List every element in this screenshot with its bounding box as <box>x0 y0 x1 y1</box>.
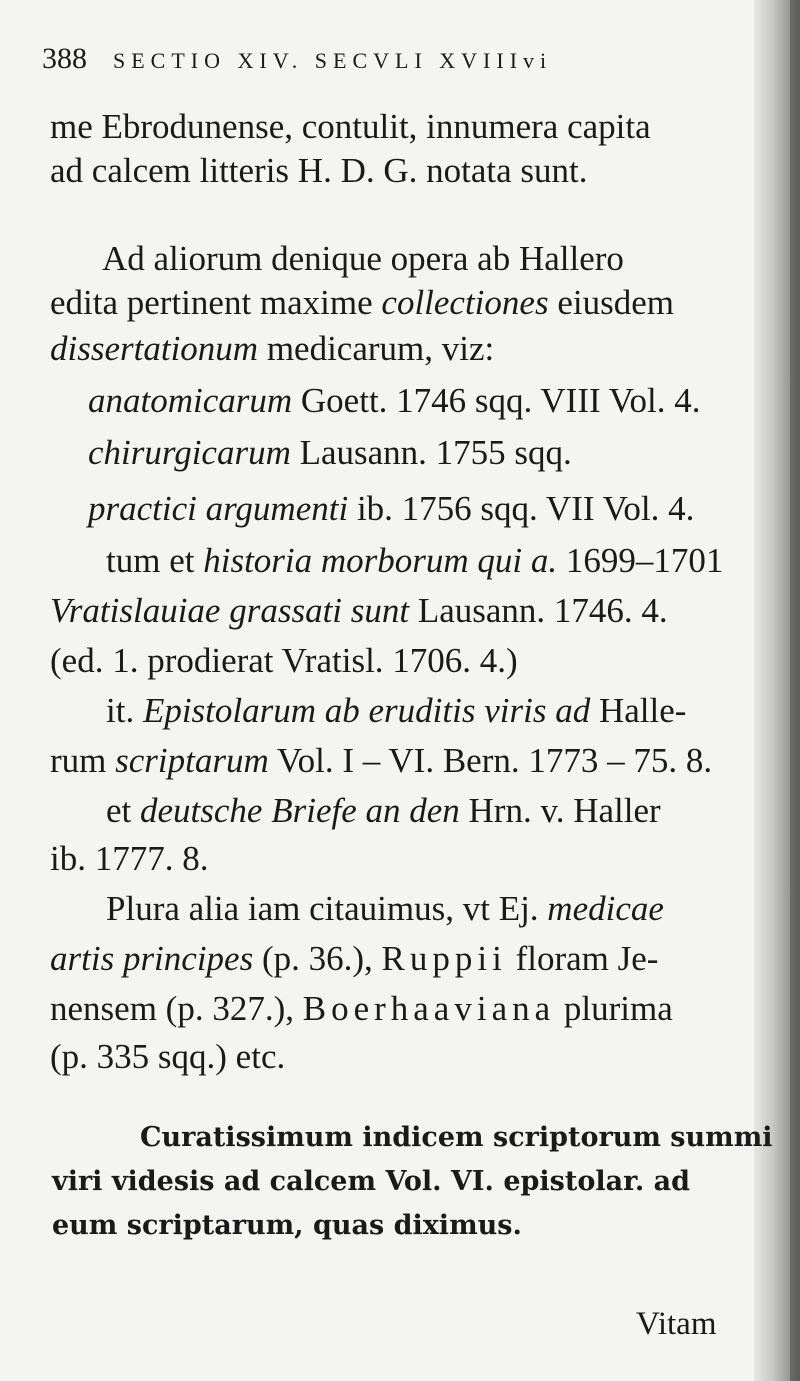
running-title: SECTIO XIV. SECVLI XVIIIvi <box>113 48 553 73</box>
italic-span: dissertationum <box>50 329 259 368</box>
text-line-12 <box>106 690 686 732</box>
text-line-19: (p. 335 sqq.) etc. <box>50 1037 286 1076</box>
text-span: ib. 1756 sqq. VII Vol. 4. <box>356 489 695 528</box>
text-line-1: me Ebrodunense, contulit, innumera capita <box>50 107 651 146</box>
text-line-5 <box>50 328 494 370</box>
italic-span: deutsche Briefe an den <box>140 791 460 830</box>
text-span: (p. 36.), <box>261 939 373 978</box>
italic-span: Vratislauiae grassati sunt <box>50 591 410 630</box>
page-edge-dark <box>790 0 800 1381</box>
footnote-line-1: Curatissimum indicem scriptorum summi <box>140 1122 773 1153</box>
italic-span: historia morborum qui a. <box>203 541 558 580</box>
italic-span: scriptarum <box>115 741 269 780</box>
text-span: edita pertinent maxime <box>50 283 373 322</box>
italic-span: practici argumenti <box>88 489 349 528</box>
text-span: Halle- <box>598 691 687 730</box>
text-span: Lausann. 1746. 4. <box>417 591 668 630</box>
text-line-7 <box>88 432 572 474</box>
text-span: Hrn. v. Haller <box>468 791 661 830</box>
page-number: 388 <box>42 42 87 75</box>
text-span: Vol. I – VI. Bern. 1773 – 75. 8. <box>276 741 713 780</box>
text-line-4 <box>50 282 674 324</box>
text-line-6 <box>88 380 701 422</box>
text-line-3: Ad aliorum denique opera ab Hallero <box>102 239 624 278</box>
text-line-2: ad calcem litteris H. D. G. notata sunt. <box>50 151 588 190</box>
text-line-8 <box>88 488 694 530</box>
text-span: floram Je- <box>515 939 659 978</box>
text-span: rum <box>50 741 107 780</box>
italic-span: collectiones <box>381 283 549 322</box>
text-span: Plura alia iam citauimus, vt Ej. <box>106 889 539 928</box>
italic-span: chirurgicarum <box>88 433 291 472</box>
running-header <box>42 42 552 78</box>
text-span: 1699–1701 <box>565 541 724 580</box>
spaced-span: Boerhaaviana <box>302 989 556 1028</box>
text-line-11: (ed. 1. prodierat Vratisl. 1706. 4.) <box>50 641 518 680</box>
text-line-16 <box>106 888 664 930</box>
text-line-15: ib. 1777. 8. <box>50 839 209 878</box>
text-line-9 <box>106 540 723 582</box>
text-line-10 <box>50 590 668 632</box>
catchword: Vitam <box>636 1306 717 1342</box>
text-span: plurima <box>563 989 673 1028</box>
italic-span: artis principes <box>50 939 254 978</box>
text-span: et <box>106 791 132 830</box>
footnote-line-3: eum scriptarum, quas diximus. <box>52 1210 522 1241</box>
text-span: nensem (p. 327.), <box>50 989 294 1028</box>
italic-span: Epistolarum ab eruditis viris ad <box>142 691 591 730</box>
text-line-14 <box>106 790 661 832</box>
text-span: eiusdem <box>557 283 674 322</box>
italic-span: medicae <box>547 889 664 928</box>
text-line-17 <box>50 938 658 980</box>
footnote-line-2: viri videsis ad calcem Vol. VI. epistolar. ad <box>52 1166 691 1197</box>
spaced-span: Ruppii <box>381 939 507 978</box>
text-span: medicarum, viz: <box>266 329 495 368</box>
text-line-18 <box>50 988 673 1030</box>
text-span: Goett. 1746 sqq. VIII Vol. 4. <box>300 381 701 420</box>
text-span: Lausann. 1755 sqq. <box>299 433 572 472</box>
text-line-13 <box>50 740 712 782</box>
text-span: it. <box>106 691 135 730</box>
text-span: tum et <box>106 541 195 580</box>
italic-span: anatomicarum <box>88 381 293 420</box>
